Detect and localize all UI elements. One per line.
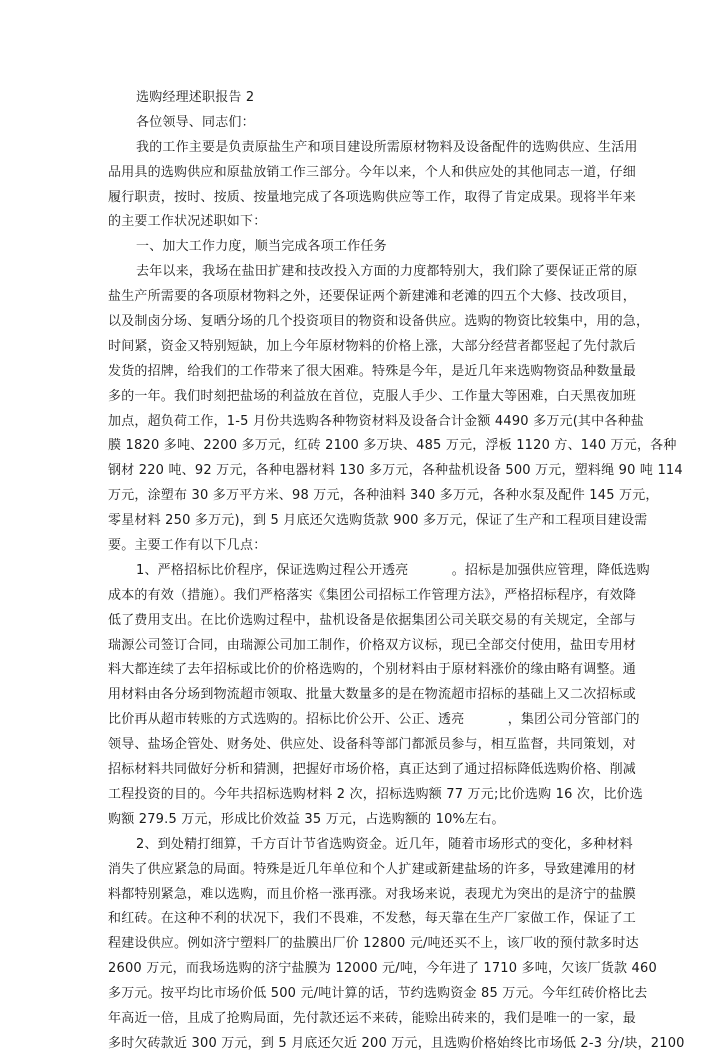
paragraph-line: 料都特别紧急，难以选购，而且价格一涨再涨。对我场来说，表现尤为突出的是济宁的盐膜 (108, 886, 637, 902)
paragraph-line: 比价再从超市转账的方式选购的。招标比价公开、公正、透亮 ，集团公司分管部门的 (108, 712, 640, 728)
paragraph-line: 钢材 220 吨、92 万元，各种电器材料 130 多万元，各种盐机设备 500 万元，塑料绳 90 吨 114 (108, 463, 683, 479)
paragraph-line: 零星材料 250 多万元)，到 5 月底还欠选购货款 900 多万元，保证了生产和工程项目建设需 (108, 513, 648, 529)
paragraph-line: 和红砖。在这种不利的状况下，我们不畏难，不发愁，每天靠在生产厂家做工作，保证了工 (108, 911, 637, 927)
document-title: 选购经理述职报告 2 (136, 90, 255, 105)
paragraph-line: 盐生产所需要的各项原材物料之外，还要保证两个新建滩和老滩的四五个大修、技改项目， (108, 289, 637, 305)
paragraph-line: 万元，涂塑布 30 多万平方米、98 万元，各种油料 340 多万元，各种水泵及配件 145 万元， (108, 488, 659, 504)
paragraph-line: 履行职责，按时、按质、按量地完成了各项选购供应等工作，取得了肯定成果。现将半年来 (108, 189, 637, 205)
paragraph-line: 用材料由各分场到物流超市领取、批量大数量多的是在物流超市招标的基础上又二次招标或 (108, 687, 637, 703)
paragraph-line: 要。主要工作有以下几点： (108, 538, 267, 554)
paragraph-line: 发货的招牌，给我们的工作带来了很大困难。特殊是今年，是近几年来选购物资品种数量最 (108, 363, 637, 379)
paragraph-line: 以及制卤分场、复晒分场的几个投资项目的物资和设备供应。选购的物资比较集中，用的急， (108, 314, 650, 330)
paragraph-line: 1、严格招标比价程序，保证选购过程公开透亮 。招标是加强供应管理，降低选购 (136, 562, 650, 578)
paragraph-line: 多时欠砖款近 300 万元，到 5 月底还欠近 200 万元，且选购价格始终比市场低 2-3 分/块，2100 (108, 1035, 685, 1051)
paragraph-line: 低了费用支出。在比价选购过程中，盐机设备是依据集团公司关联交易的有关规定，全部与 (108, 612, 637, 628)
paragraph-line: 购额 279.5 万元，形成比价效益 35 万元，占选购额的 10%左右。 (108, 811, 505, 827)
paragraph-line: 消失了供应紧急的局面。特殊是近几年单位和个人扩建或新建盐场的许多，导致建滩用的材 (108, 861, 637, 877)
document-page (108, 86, 685, 1057)
paragraph-line: 的主要工作状况述职如下： (108, 214, 267, 230)
paragraph-line: 招标材料共同做好分析和猜测，把握好市场价格，真正达到了通过招标降低选购价格、削减 (108, 762, 637, 778)
paragraph-line: 时间紧，资金又特别短缺，加上今年原材物料的价格上涨，大部分经营者都竖起了先付款后 (108, 338, 637, 354)
paragraph-line: 成本的有效（措施）。我们严格落实《集团公司招标工作管理方法》，严格招标程序，有效降 (108, 587, 637, 603)
paragraph-line: 程建设供应。例如济宁塑料厂的盐膜出厂价 12800 元/吨还买不上，该厂收的预付款多时达 (108, 936, 639, 952)
paragraph-line: 2、到处精打细算，千方百计节省选购资金。近几年，随着市场形式的变化，多种材料 (136, 836, 633, 852)
paragraph-line: 多的一年。我们时刻把盐场的利益放在首位，克服人手少、工作量大等困难，白天黑夜加班 (108, 388, 637, 404)
paragraph-line: 品用具的选购供应和原盐放销工作三部分。今年以来，个人和供应处的其他同志一道，仔细 (108, 164, 637, 180)
paragraph-line: 我的工作主要是负责原盐生产和项目建设所需原材物料及设备配件的选购供应、生活用 (136, 139, 638, 155)
paragraph-line: 多万元。按平均比市场价低 500 元/吨计算的话，节约选购资金 85 万元。今年红砖价格比去 (108, 986, 648, 1002)
paragraph-line: 去年以来，我场在盐田扩建和技改投入方面的力度都特别大，我们除了要保证正常的原 (136, 264, 638, 280)
paragraph-line: 料大都连续了去年招标或比价的价格选购的，个别材料由于原材料涨价的缘由略有调整。通 (108, 662, 637, 678)
paragraph-line: 2600 万元，而我场选购的济宁盐膜为 12000 元/吨，今年进了 1710 多吨，欠该厂货款 460 (108, 961, 657, 977)
section-heading: 一、加大工作力度，顺当完成各项工作任务 (136, 239, 387, 255)
paragraph-line: 领导、盐场企管处、财务处、供应处、设备科等部门都派员参与，相互监督，共同策划，对 (108, 737, 637, 753)
paragraph-line: 加点，超负荷工作，1-5 月份共选购各种物资材料及设备合计金额 4490 多万元(其中各种盐 (108, 413, 644, 429)
paragraph-line: 瑞源公司签订合同，由瑞源公司加工制作，价格双方议标，现已全部交付使用，盐田专用材 (108, 637, 637, 653)
paragraph-line: 年高近一倍，且成了抢购局面，先付款还运不来砖，能赊出砖来的，我们是唯一的一家，最 (108, 1010, 637, 1026)
paragraph-line: 工程投资的目的。今年共招标选购材料 2 次，招标选购额 77 万元;比价选购 16 次，比价选 (108, 786, 643, 802)
paragraph-line: 膜 1820 多吨、2200 多万元，红砖 2100 多万块、485 万元，浮板 1120 方、140 万元，各种 (108, 438, 677, 454)
salutation: 各位领导、同志们： (136, 114, 255, 130)
